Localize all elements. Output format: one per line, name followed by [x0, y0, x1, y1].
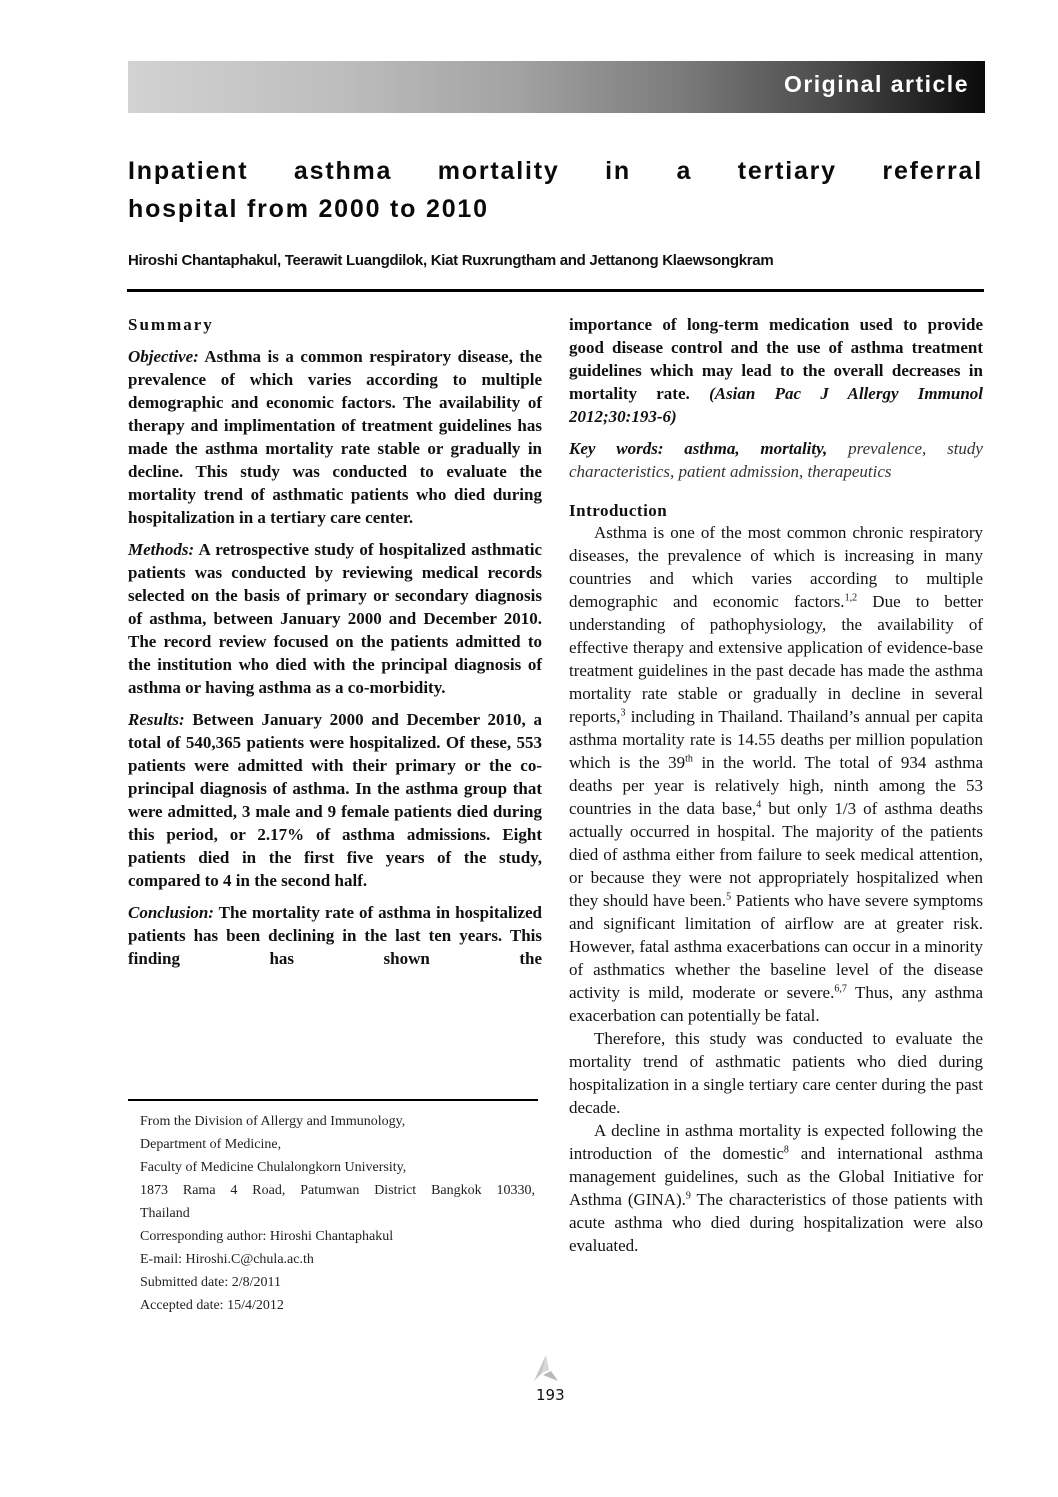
footnote-line: Department of Medicine, [140, 1137, 282, 1152]
article-title [128, 152, 983, 228]
text-run: but only 1/3 of asthma deaths actually occurred in hospital. The majority of the patients died of asthma either from failure to seek medical attention, or because they were not appropriately hospitalized when they should have been. [569, 799, 983, 910]
intro-paragraph-1 [569, 521, 983, 1027]
text-run: Due to better understanding of pathophysiology, the availability of effective therapy and extensive application of evidence-base treatment guidelines in the past decade has made the asthma mortality rate stable or gradually in decline in several reports, [569, 592, 983, 726]
journal-logo-icon [531, 1353, 561, 1383]
abstract-methods [128, 538, 542, 699]
abstract-conclusion-continued [569, 313, 983, 428]
submitted-date: Submitted date: 2/8/2011 [140, 1275, 282, 1290]
article-title-line-2: hospital from 2000 to 2010 [128, 195, 489, 223]
footnote-address: 1873 Rama 4 Road, Patumwan District Bangkok 10330, [140, 1183, 535, 1198]
reference-marker[interactable]: 9 [685, 1190, 691, 1202]
abstract-results [128, 708, 542, 892]
journal-citation: (Asian Pac J Allergy Immunol 2012;30:193-6) [569, 384, 983, 426]
abstract-conclusion [128, 901, 542, 970]
right-column [569, 313, 983, 1257]
page-number: 193 [536, 1386, 565, 1404]
text-run: including in Thailand. Thailand’s annual per capita asthma mortality rate is 14.55 deaths per million population which is the 39 [569, 707, 983, 772]
article-type-banner [128, 61, 985, 113]
affiliation-footnote [140, 1110, 535, 1317]
conclusion-text-left: The mortality rate of asthma in hospitalized patients has been declining in the last ten years. This finding has shown the [128, 903, 542, 968]
article-title-line-1: Inpatient asthma mortality in a tertiary referral [128, 157, 983, 185]
reference-marker[interactable]: 4 [756, 799, 762, 811]
introduction-heading: Introduction [569, 501, 668, 520]
footnote-line: From the Division of Allergy and Immunology, [140, 1114, 406, 1129]
keywords-label: Key words: [569, 439, 664, 458]
conclusion-text-right: importance of long-term medication used to provide good disease control and the use of asthma treatment guidelines which may lead to the overall decreases in mortality rate. [569, 315, 983, 403]
keywords [569, 437, 983, 483]
text-run: Asthma is one of the most common chronic respiratory diseases, the prevalence of which is increasing in many countries and which varies according to multiple demographic and economic factors. [569, 523, 983, 611]
reference-marker[interactable]: 1,2 [844, 592, 858, 604]
methods-text: A retrospective study of hospitalized asthmatic patients was conducted by reviewing medical records selected on the basis of primary or secondary diagnosis of asthma, between January 2000 and December 2010. The record review focused on the patients admitted to the institution who died with the principal diagnosis of asthma or having asthma as a co-morbidity. [128, 540, 542, 697]
footnote-line: Thailand [140, 1206, 190, 1221]
accepted-date: Accepted date: 15/4/2012 [140, 1298, 284, 1313]
keywords-secondary: prevalence, study characteristics, patient admission, therapeutics [569, 439, 983, 481]
reference-marker[interactable]: 6,7 [834, 983, 847, 995]
text-run: Thus, any asthma exacerbation can potentially be fatal. [569, 983, 983, 1025]
reference-marker[interactable]: 5 [726, 891, 732, 903]
footnote-line: Faculty of Medicine Chulalongkorn University, [140, 1160, 407, 1175]
article-type-label: Original article [783, 71, 969, 97]
objective-label: Objective: [128, 347, 199, 366]
header-divider [127, 289, 984, 292]
ordinal-suffix: th [685, 753, 693, 765]
results-label: Results: [128, 710, 185, 729]
conclusion-label: Conclusion: [128, 903, 214, 922]
corresponding-author: Corresponding author: Hiroshi Chantaphakul [140, 1229, 394, 1244]
results-text: Between January 2000 and December 2010, a total of 540,365 patients were hospitalized. Of these, 553 patients were admitted with their primary or the co-principal diagnosis of asthma. In the asthma group that were admitted, 3 male and 9 female patients died during this period, or 2.17% of asthma admissions. Eight patients died in the first five years of the study, compared to 4 in the second half. [128, 710, 542, 890]
text-run: and international asthma management guidelines, such as the Global Initiative for Asthma (GINA). [569, 1144, 983, 1209]
footnote-divider [128, 1099, 538, 1101]
intro-paragraph-3 [569, 1119, 983, 1257]
reference-marker[interactable]: 8 [783, 1144, 789, 1156]
methods-label: Methods: [128, 540, 195, 559]
reference-marker[interactable]: 3 [620, 707, 626, 719]
left-column [128, 313, 542, 979]
summary-heading: Summary [128, 315, 214, 334]
abstract-objective [128, 345, 542, 529]
email-link[interactable]: E-mail: Hiroshi.C@chula.ac.th [140, 1252, 314, 1267]
keywords-primary: asthma, mortality, [663, 439, 828, 458]
text-run: The characteristics of those patients with acute asthma who died during hospitalization were also evaluated. [569, 1190, 983, 1255]
objective-text: Asthma is a common respiratory disease, the prevalence of which varies according to multiple demographic and economic factors. The availability of therapy and implimentation of treatment guidelines has made the asthma mortality rate stable or gradually in decline. This study was conducted to evaluate the mortality trend of asthmatic patients who died during hospitalization in a tertiary care center. [128, 347, 542, 527]
author-list: Hiroshi Chantaphakul, Teerawit Luangdilok, Kiat Ruxrungtham and Jettanong Klaewsongkram [128, 252, 774, 269]
intro-paragraph-2: Therefore, this study was conducted to evaluate the mortality trend of asthmatic patients who died during hospitalization in a single tertiary care center during the past decade. [569, 1029, 983, 1117]
text-run: Patients who have severe symptoms and significant limitation of airflow are at greater risk. However, fatal asthma exacerbations can occur in a minority of asthmatics whether the baseline level of the disease activity is mild, moderate or severe. [569, 891, 983, 1002]
text-run: in the world. The total of 934 asthma deaths per year is relatively high, ninth among the 53 countries in the data base, [569, 753, 983, 818]
text-run: A decline in asthma mortality is expected following the introduction of the domestic [569, 1121, 983, 1163]
